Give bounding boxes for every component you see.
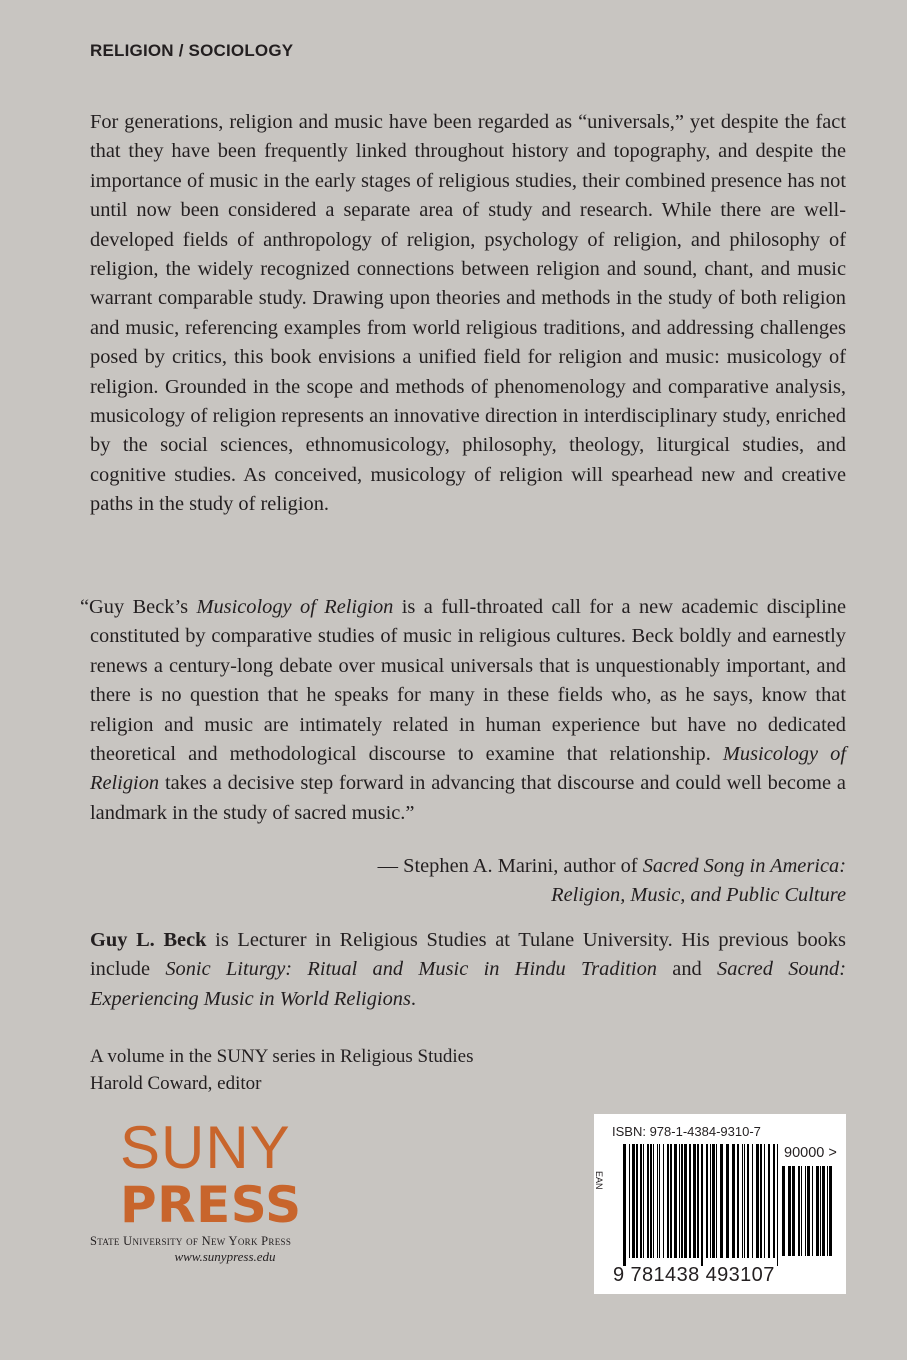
barcode-bar <box>777 1144 778 1266</box>
barcode-bar <box>632 1144 635 1258</box>
barcode-bar <box>693 1144 696 1258</box>
barcode-bar <box>742 1144 743 1258</box>
author-name: Guy L. Beck <box>90 929 207 951</box>
barcode-bar <box>737 1144 739 1258</box>
bio-text: . <box>410 987 417 1010</box>
attribution-book: Religion, Music, and Public Culture <box>551 884 846 907</box>
publisher-name: State University of New York Press <box>90 1234 292 1248</box>
barcode-bar <box>829 1166 832 1256</box>
barcode-bar <box>710 1144 711 1258</box>
ean-label: EAN <box>594 1171 604 1190</box>
barcode-bar <box>706 1144 708 1258</box>
quote-attribution <box>378 852 846 911</box>
barcode-bar <box>822 1166 825 1256</box>
barcode-bar <box>667 1144 669 1258</box>
series-line: A volume in the SUNY series in Religious Studies <box>90 1046 474 1067</box>
bio-text: is Lecturer in Religious Studies at Tulane University. His previous books include <box>90 929 846 981</box>
barcode-bar <box>647 1144 649 1258</box>
series-editor: Harold Coward, editor <box>90 1073 262 1094</box>
barcode-bar <box>679 1144 680 1258</box>
barcode-bar <box>827 1166 828 1256</box>
barcode-digits: 9 781438 493107 <box>613 1264 775 1286</box>
barcode-bar <box>773 1144 775 1258</box>
category-label: RELIGION / SOCIOLOGY <box>90 41 294 60</box>
barcode-bar <box>689 1144 691 1258</box>
isbn-label: ISBN: 978-1-4384-9310-7 <box>612 1124 761 1139</box>
barcode-bar <box>681 1144 683 1258</box>
author-bio <box>90 926 846 1014</box>
barcode-bar <box>764 1144 765 1258</box>
barcode-bar <box>663 1144 664 1258</box>
barcode-bar <box>732 1144 735 1258</box>
quote-text: “Guy Beck’s <box>80 596 197 618</box>
barcode-bar <box>684 1144 687 1258</box>
logo-suny: SUNY <box>120 1114 291 1181</box>
barcode-bar <box>798 1166 800 1256</box>
attribution-book: Sacred Song in America: <box>642 855 846 877</box>
bio-book-title: Sonic Liturgy: Ritual and Music in Hindu Tradition <box>165 958 657 981</box>
barcode-box <box>594 1114 846 1294</box>
barcode-bar <box>744 1144 745 1258</box>
publisher-website: www.sunypress.edu <box>174 1249 276 1264</box>
barcode-bar <box>820 1166 821 1256</box>
barcode-bar <box>659 1144 660 1258</box>
barcode-bar <box>782 1166 785 1256</box>
barcode-bar <box>801 1166 802 1256</box>
barcode-bar <box>640 1144 642 1258</box>
book-description: For generations, religion and music have been regarded as “universals,” yet despite the fact that they have been frequently linked throughout history and topography, and despite the importance of music in the early stages of religious studies, their combined presence has not until now been considered a separate area of study and research. While there are well-developed fields of anthropology of religion, psychology of religion, and philosophy of religion, the widely recognized connections between religion and sound, chant, and music warrant comparable study. Drawing upon theories and methods in the study of both religion and music, referencing examples from world religious traditions, and addressing challenges posed by critics, this book envisions a unified field for religion and music: musicology of religion. Grounded in the scope and methods of phenomenology and comparative analysis, musicology of religion represents an innovative direction in interdisciplinary study, enriched by the social sciences, ethnomusicology, philosophy, theology, liturgical studies, and cognitive studies. As conceived, musicology of religion will spearhead new and creative paths in the study of religion. <box>90 111 846 516</box>
suny-press-logo <box>90 1114 330 1265</box>
endorsement-quote <box>80 593 847 828</box>
series-note <box>90 1043 474 1097</box>
barcode-bar <box>726 1144 729 1258</box>
barcode-bar <box>792 1166 795 1256</box>
barcode-bar <box>812 1166 813 1256</box>
bio-book-title: Sacred Sound: Experiencing Music in World Religions <box>90 958 846 1010</box>
barcode-bar <box>747 1144 749 1258</box>
bio-text: and <box>656 958 718 981</box>
barcode-bar <box>650 1144 652 1258</box>
barcode-bar <box>712 1144 715 1258</box>
barcode-bars <box>623 1144 781 1266</box>
barcode-bar <box>768 1144 770 1258</box>
barcode-bar <box>716 1144 717 1258</box>
barcode-bar <box>788 1166 791 1256</box>
barcode-bar <box>636 1144 638 1258</box>
barcode-bar <box>760 1144 762 1258</box>
quote-book-title: Musicology of Religion <box>90 743 847 795</box>
barcode-bar <box>720 1144 723 1258</box>
quote-book-title: Musicology of Religion <box>196 596 394 618</box>
barcode-bar <box>657 1144 658 1258</box>
price-barcode-bars <box>782 1166 832 1264</box>
quote-text: takes a decisive step forward in advancing that discourse and could well become a landmark in the study of sacred music.” <box>90 772 846 824</box>
barcode-bar <box>756 1144 759 1258</box>
quote-text: is a full-throated call for a new academic discipline constituted by comparative studies of music in religious cultures. Beck boldly and earnestly renews a century-long debate over musical universals that is unquestionably important, and there is no question that he speaks for many in these fields who, as he says, know that religion and music are intimately related in human experience but have no dedicated theoretical and methodological discourse to examine that relationship. <box>90 596 847 766</box>
attribution-author: — Stephen A. Marini, author of <box>377 855 643 877</box>
barcode-bar <box>653 1144 654 1258</box>
barcode-bar <box>807 1166 810 1256</box>
price-code: 90000 > <box>784 1145 837 1161</box>
barcode-bar <box>670 1144 672 1258</box>
barcode-bar <box>629 1144 630 1258</box>
barcode-bar <box>643 1144 644 1258</box>
logo-press: PRESS <box>120 1176 302 1234</box>
barcode-bar <box>752 1144 753 1258</box>
barcode-bar <box>697 1144 699 1258</box>
barcode-bar <box>623 1144 626 1266</box>
barcode-bar <box>674 1144 677 1258</box>
barcode-bar <box>701 1144 703 1266</box>
barcode-bar <box>816 1166 819 1256</box>
barcode-bar <box>805 1166 806 1256</box>
